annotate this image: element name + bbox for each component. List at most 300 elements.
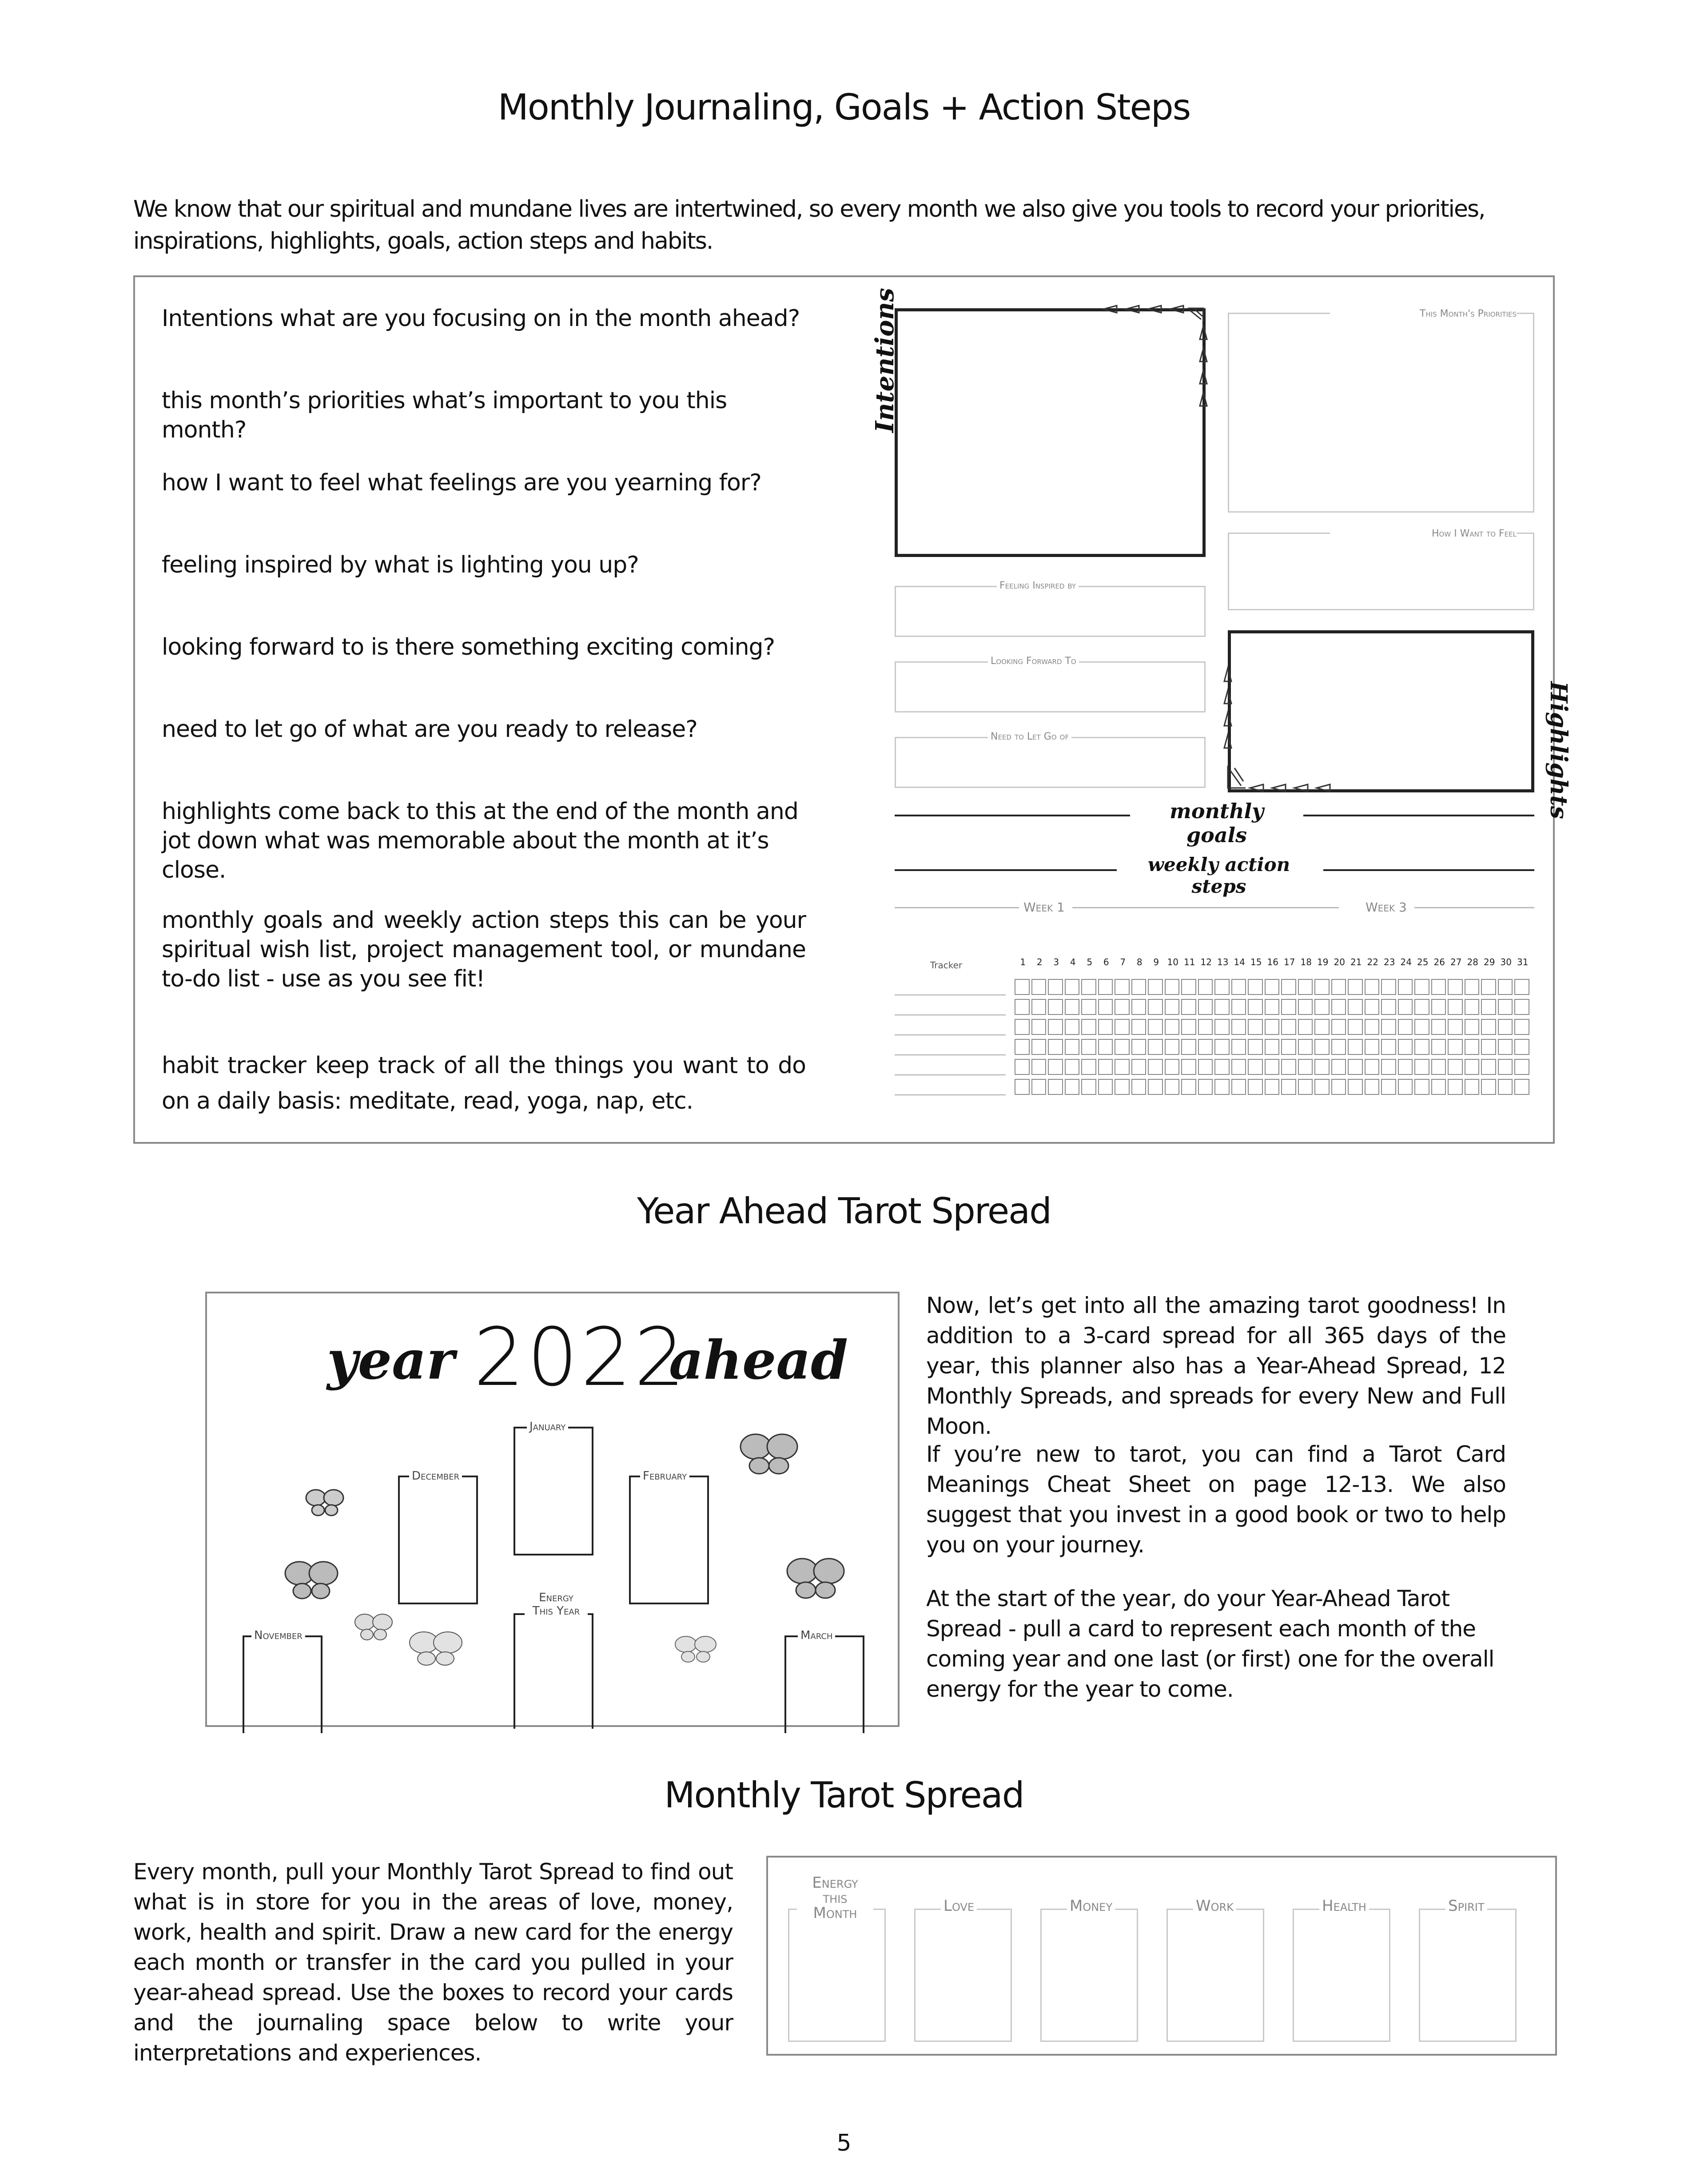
spread-card-label: Money: [1067, 1898, 1115, 1913]
butterfly-icon: [354, 1609, 394, 1644]
tracker-checkbox[interactable]: [1115, 1059, 1130, 1075]
tracker-checkbox[interactable]: [1281, 1039, 1296, 1055]
tracker-checkbox[interactable]: [1048, 979, 1063, 995]
tracker-day-number: 30: [1500, 957, 1512, 967]
monthly-spread-preview: [766, 1856, 1557, 2056]
tracker-checkbox[interactable]: [1015, 999, 1030, 1015]
tracker-checkbox[interactable]: [1214, 999, 1230, 1015]
tracker-checkbox[interactable]: [1414, 1019, 1429, 1035]
tracker-day-number: 18: [1300, 957, 1312, 967]
tracker-checkbox[interactable]: [1498, 979, 1513, 995]
tracker-checkbox[interactable]: [1398, 1039, 1413, 1055]
card-energy: [514, 1613, 593, 1729]
tracker-label: Tracker: [930, 960, 963, 971]
tracker-checkbox[interactable]: [1265, 1059, 1280, 1075]
intentions-label: Intentions: [870, 288, 900, 433]
year-ahead-paragraph-3: At the start of the year, do your Year-Ahead Tarot Spread - pull a card to represent each month of the coming year and one last (or first) one for the overall energy for the year to come.: [926, 1586, 1494, 1702]
tracker-checkbox[interactable]: [1331, 1059, 1346, 1075]
tracker-checkbox[interactable]: [1231, 999, 1246, 1015]
year-ahead-paragraph-1: Now, let’s get into all the amazing tarot goodness! In addition to a 3-card spread for all 365 days of the year, this planner also has a Year-Ahead Spread, 12 Monthly Spreads, and spreads for every New and Full Moon.: [926, 1293, 1506, 1439]
tracker-checkbox[interactable]: [1481, 1039, 1496, 1055]
tracker-checkbox[interactable]: [1265, 1039, 1280, 1055]
feature-priorities: this month’s priorities what’s important to you this month?: [162, 387, 727, 443]
tracker-checkbox[interactable]: [1015, 1039, 1030, 1055]
butterfly-icon: [738, 1427, 800, 1480]
tracker-checkbox[interactable]: [1198, 1019, 1213, 1035]
tracker-checkbox[interactable]: [1181, 999, 1196, 1015]
tracker-checkbox[interactable]: [1365, 1079, 1380, 1095]
tracker-checkbox[interactable]: [1031, 1039, 1047, 1055]
tracker-checkbox[interactable]: [1048, 1079, 1063, 1095]
tracker-checkbox[interactable]: [1181, 1059, 1196, 1075]
tracker-checkbox[interactable]: [1131, 979, 1147, 995]
tracker-checkbox[interactable]: [1065, 1019, 1080, 1035]
tracker-checkbox[interactable]: [1115, 1079, 1130, 1095]
tracker-checkbox[interactable]: [1398, 1019, 1413, 1035]
tracker-checkbox[interactable]: [1365, 999, 1380, 1015]
tracker-checkbox[interactable]: [1465, 1059, 1480, 1075]
tracker-checkbox[interactable]: [1298, 1019, 1313, 1035]
spread-card-label: Spirit: [1445, 1898, 1487, 1913]
tracker-checkbox[interactable]: [1115, 979, 1130, 995]
tracker-checkbox[interactable]: [1148, 1019, 1163, 1035]
label-december: December: [409, 1469, 462, 1483]
tracker-checkbox[interactable]: [1081, 979, 1096, 995]
let-go-box: [895, 737, 1206, 788]
tracker-day-number: 8: [1136, 957, 1143, 967]
tracker-checkbox[interactable]: [1414, 999, 1429, 1015]
tracker-checkbox[interactable]: [1381, 979, 1396, 995]
tracker-day-number: 11: [1184, 957, 1195, 967]
tracker-row-line: [895, 1054, 1006, 1055]
tracker-checkbox[interactable]: [1214, 1079, 1230, 1095]
spread-card-label: Love: [941, 1898, 977, 1913]
tracker-checkbox[interactable]: [1165, 1079, 1180, 1095]
tracker-checkbox[interactable]: [1231, 1019, 1246, 1035]
tracker-checkbox[interactable]: [1181, 1019, 1196, 1035]
tracker-day-number: 25: [1417, 957, 1429, 967]
priorities-label: This Month's Priorities: [1330, 308, 1517, 319]
tracker-day-number: 29: [1484, 957, 1495, 967]
intentions-ornament-icon: [1095, 299, 1219, 433]
tracker-checkbox[interactable]: [1198, 1079, 1213, 1095]
tracker-checkbox[interactable]: [1265, 979, 1280, 995]
how-feel-box: [1228, 533, 1534, 610]
tracker-checkbox[interactable]: [1165, 979, 1180, 995]
tracker-checkbox[interactable]: [1514, 999, 1529, 1015]
week-rule: [1414, 907, 1534, 908]
year-word: year: [327, 1329, 455, 1392]
tracker-checkbox[interactable]: [1198, 999, 1213, 1015]
tracker-checkbox[interactable]: [1365, 1059, 1380, 1075]
butterfly-icon: [407, 1627, 465, 1671]
tracker-checkbox[interactable]: [1265, 1019, 1280, 1035]
tracker-checkbox[interactable]: [1148, 979, 1163, 995]
ahead-word: ahead: [669, 1329, 848, 1392]
tracker-checkbox[interactable]: [1165, 999, 1180, 1015]
tracker-day-number: 27: [1450, 957, 1462, 967]
tracker-checkbox[interactable]: [1015, 979, 1030, 995]
tracker-checkbox[interactable]: [1431, 1019, 1446, 1035]
tracker-checkbox[interactable]: [1481, 1059, 1496, 1075]
tracker-checkbox[interactable]: [1131, 1079, 1147, 1095]
tracker-row-line: [895, 1014, 1006, 1015]
tracker-day-number: 9: [1153, 957, 1159, 967]
looking-forward-label: Looking Forward To: [988, 656, 1079, 667]
tracker-checkbox[interactable]: [1165, 1039, 1180, 1055]
spread-cards: [788, 1875, 1543, 2044]
tracker-checkbox[interactable]: [1065, 979, 1080, 995]
tracker-checkbox[interactable]: [1148, 999, 1163, 1015]
tracker-checkbox[interactable]: [1314, 999, 1330, 1015]
tracker-checkbox[interactable]: [1214, 979, 1230, 995]
highlights-label: Highlights: [1545, 681, 1572, 819]
spread-card-box: [1419, 1909, 1517, 2042]
tracker-checkbox[interactable]: [1314, 1039, 1330, 1055]
let-go-label: Need to Let Go of: [988, 731, 1071, 742]
tracker-checkbox[interactable]: [1348, 1079, 1363, 1095]
tracker-checkbox[interactable]: [1448, 1059, 1463, 1075]
tracker-day-number: 6: [1103, 957, 1109, 967]
monthly-spread-paragraph: Every month, pull your Monthly Tarot Spread to find out what is in store for you in the areas of love, money, work, health and spirit. Draw a new card for the energy each month or transfer in the card you pulled in your year-ahead spread. Use the boxes to record your cards and the journaling space below to write your interpretations and experiences.: [133, 1859, 733, 2066]
tracker-checkbox[interactable]: [1115, 1019, 1130, 1035]
week1-label: Week 1: [1023, 900, 1065, 915]
tracker-checkbox[interactable]: [1031, 1079, 1047, 1095]
tracker-checkbox[interactable]: [1398, 1059, 1413, 1075]
tracker-checkbox[interactable]: [1031, 1059, 1047, 1075]
tracker-day-number: 21: [1350, 957, 1362, 967]
tracker-checkbox[interactable]: [1065, 1079, 1080, 1095]
tracker-checkbox[interactable]: [1148, 1059, 1163, 1075]
tracker-day-number: 31: [1517, 957, 1529, 967]
card-february: [629, 1476, 709, 1604]
feature-how-feel: how I want to feel what feelings are you yearning for?: [162, 469, 761, 496]
tracker-checkbox[interactable]: [1348, 1059, 1363, 1075]
week-rule: [895, 907, 1019, 908]
tracker-checkbox[interactable]: [1381, 999, 1396, 1015]
tracker-checkbox[interactable]: [1248, 979, 1263, 995]
tracker-checkbox[interactable]: [1098, 1079, 1113, 1095]
tracker-checkbox[interactable]: [1248, 1079, 1263, 1095]
tracker-checkbox[interactable]: [1081, 999, 1096, 1015]
tracker-checkbox[interactable]: [1514, 979, 1529, 995]
tracker-day-number: 28: [1467, 957, 1478, 967]
tracker-checkbox[interactable]: [1314, 1019, 1330, 1035]
tracker-checkbox[interactable]: [1514, 1059, 1529, 1075]
tracker-checkbox[interactable]: [1198, 979, 1213, 995]
tracker-checkbox[interactable]: [1281, 1019, 1296, 1035]
tracker-checkbox[interactable]: [1165, 1059, 1180, 1075]
tracker-checkbox[interactable]: [1281, 979, 1296, 995]
tracker-checkbox[interactable]: [1248, 999, 1263, 1015]
tracker-day-number: 7: [1120, 957, 1126, 967]
feature-intentions: Intentions what are you focusing on in the month ahead?: [162, 305, 800, 332]
tracker-day-number: 17: [1284, 957, 1295, 967]
tracker-checkbox[interactable]: [1398, 999, 1413, 1015]
tracker-checkbox[interactable]: [1498, 1059, 1513, 1075]
tracker-checkbox[interactable]: [1131, 999, 1147, 1015]
tracker-checkbox[interactable]: [1398, 979, 1413, 995]
tracker-checkbox[interactable]: [1465, 1039, 1480, 1055]
tracker-checkbox[interactable]: [1098, 1039, 1113, 1055]
tracker-checkbox[interactable]: [1281, 1079, 1296, 1095]
tracker-checkbox[interactable]: [1448, 999, 1463, 1015]
tracker-checkbox[interactable]: [1314, 1059, 1330, 1075]
weekly-steps-label: weekly action steps: [1147, 854, 1290, 897]
tracker-checkbox[interactable]: [1348, 999, 1363, 1015]
feeling-inspired-box: [895, 586, 1206, 637]
year-ahead-paragraph-2: If you’re new to tarot, you can find a Tarot Card Meanings Cheat Sheet on page 12-13. We also suggest that you invest in a good book or two to help you on your journey.: [926, 1441, 1506, 1558]
tracker-checkbox[interactable]: [1148, 1079, 1163, 1095]
tracker-checkbox[interactable]: [1214, 1059, 1230, 1075]
label-energy: Energy This Year: [525, 1591, 588, 1618]
journaling-panel: [133, 275, 1572, 1144]
tracker-checkbox[interactable]: [1048, 1059, 1063, 1075]
tracker-checkbox[interactable]: [1498, 1079, 1513, 1095]
card-march: [784, 1635, 864, 1733]
tracker-checkbox[interactable]: [1065, 1059, 1080, 1075]
tracker-checkbox[interactable]: [1498, 1019, 1513, 1035]
week3-label: Week 3: [1366, 900, 1407, 915]
tracker-checkbox[interactable]: [1465, 1079, 1480, 1095]
tracker-day-number: 23: [1384, 957, 1395, 967]
tracker-checkbox[interactable]: [1331, 1019, 1346, 1035]
butterfly-icon: [283, 1555, 340, 1604]
feature-goals: monthly goals and weekly action steps this can be your spiritual wish list, project management tool, or mundane to-do list - use as you see fit!: [162, 907, 806, 992]
tracker-day-number: 26: [1433, 957, 1445, 967]
tracker-checkbox[interactable]: [1081, 1039, 1096, 1055]
tracker-days: [1015, 957, 1534, 970]
tracker-checkbox[interactable]: [1198, 1039, 1213, 1055]
tracker-day-number: 4: [1070, 957, 1076, 967]
tracker-checkbox[interactable]: [1465, 1019, 1480, 1035]
tracker-checkbox[interactable]: [1481, 979, 1496, 995]
tracker-day-number: 20: [1334, 957, 1345, 967]
tracker-checkbox[interactable]: [1248, 1059, 1263, 1075]
tracker-checkbox[interactable]: [1465, 999, 1480, 1015]
tracker-checkbox[interactable]: [1298, 1039, 1313, 1055]
tracker-checkbox[interactable]: [1365, 979, 1380, 995]
spread-card-box: [1040, 1909, 1138, 2042]
tracker-checkbox[interactable]: [1348, 979, 1363, 995]
tracker-checkbox[interactable]: [1281, 1059, 1296, 1075]
label-january: January: [527, 1420, 568, 1433]
card-november: [243, 1635, 322, 1733]
journaling-preview: [870, 288, 1572, 1130]
tracker-checkbox[interactable]: [1248, 1019, 1263, 1035]
tracker-day-number: 13: [1217, 957, 1229, 967]
tracker-checkbox[interactable]: [1448, 1079, 1463, 1095]
spread-card-label: Energy this Month: [797, 1875, 873, 1921]
tracker-checkbox[interactable]: [1265, 1079, 1280, 1095]
card-december: [398, 1476, 478, 1604]
week-rule: [1072, 907, 1339, 908]
tracker-checkbox[interactable]: [1481, 999, 1496, 1015]
tracker-checkbox[interactable]: [1431, 999, 1446, 1015]
spread-card-box: [1166, 1909, 1264, 2042]
tracker-checkbox[interactable]: [1448, 1019, 1463, 1035]
tracker-checkbox[interactable]: [1381, 1079, 1396, 1095]
tracker-checkbox[interactable]: [1331, 979, 1346, 995]
tracker-checkbox[interactable]: [1231, 1079, 1246, 1095]
tracker-checkbox[interactable]: [1365, 1039, 1380, 1055]
tracker-checkbox[interactable]: [1081, 1059, 1096, 1075]
tracker-checkbox[interactable]: [1231, 979, 1246, 995]
butterfly-icon: [784, 1551, 847, 1604]
tracker-checkbox[interactable]: [1198, 1059, 1213, 1075]
tracker-checkbox[interactable]: [1481, 1079, 1496, 1095]
year-number: 2022: [474, 1311, 688, 1404]
intro-paragraph: We know that our spiritual and mundane lives are intertwined, so every month we also give you tools to record your priorities, inspirations, highlights, goals, action steps and habits.: [133, 196, 1485, 255]
tracker-checkbox[interactable]: [1081, 1019, 1096, 1035]
tracker-day-number: 15: [1250, 957, 1262, 967]
tracker-day-number: 16: [1267, 957, 1278, 967]
tracker-checkbox[interactable]: [1214, 1039, 1230, 1055]
tracker-checkbox[interactable]: [1431, 979, 1446, 995]
tracker-row-line: [895, 1074, 1006, 1075]
section-title-journaling: Monthly Journaling, Goals + Action Steps: [498, 87, 1190, 128]
tracker-checkbox[interactable]: [1431, 1039, 1446, 1055]
tracker-checkbox[interactable]: [1298, 1079, 1313, 1095]
tracker-checkbox[interactable]: [1181, 1079, 1196, 1095]
tracker-checkbox[interactable]: [1381, 1059, 1396, 1075]
tracker-checkbox[interactable]: [1414, 1079, 1429, 1095]
tracker-checkbox[interactable]: [1414, 979, 1429, 995]
feeling-inspired-label: Feeling Inspired by: [997, 580, 1079, 591]
label-february: February: [640, 1469, 689, 1483]
feature-feeling-inspired: feeling inspired by what is lighting you up?: [162, 552, 639, 578]
tracker-checkbox[interactable]: [1048, 1019, 1063, 1035]
tracker-checkbox[interactable]: [1098, 979, 1113, 995]
tracker-day-number: 14: [1234, 957, 1245, 967]
tracker-checkbox[interactable]: [1131, 1059, 1147, 1075]
tracker-checkbox[interactable]: [1314, 1079, 1330, 1095]
tracker-checkbox[interactable]: [1514, 1079, 1529, 1095]
priorities-box: [1228, 313, 1534, 513]
tracker-day-number: 5: [1087, 957, 1093, 967]
tracker-checkbox[interactable]: [1414, 1059, 1429, 1075]
tracker-checkbox[interactable]: [1431, 1059, 1446, 1075]
tracker-checkbox[interactable]: [1331, 1079, 1346, 1095]
tracker-checkbox[interactable]: [1065, 1039, 1080, 1055]
tracker-checkbox[interactable]: [1298, 979, 1313, 995]
tracker-checkbox[interactable]: [1265, 999, 1280, 1015]
tracker-checkbox[interactable]: [1498, 1039, 1513, 1055]
label-november: November: [251, 1629, 305, 1642]
steps-line-left: [895, 869, 1117, 871]
habit-tracker-grid: [895, 977, 1534, 1101]
tracker-checkbox[interactable]: [1298, 999, 1313, 1015]
tracker-checkbox[interactable]: [1065, 999, 1080, 1015]
tracker-day-number: 3: [1053, 957, 1059, 967]
tracker-checkbox[interactable]: [1331, 999, 1346, 1015]
tracker-checkbox[interactable]: [1131, 1039, 1147, 1055]
tracker-checkbox[interactable]: [1098, 1019, 1113, 1035]
page-number: 5: [836, 2130, 852, 2156]
tracker-day-number: 1: [1020, 957, 1026, 967]
tracker-checkbox[interactable]: [1181, 979, 1196, 995]
monthly-goals-label: monthly goals: [1170, 799, 1264, 847]
tracker-checkbox[interactable]: [1048, 1039, 1063, 1055]
tracker-checkbox[interactable]: [1381, 1019, 1396, 1035]
card-january: [514, 1427, 593, 1555]
tracker-checkbox[interactable]: [1098, 1059, 1113, 1075]
tracker-checkbox[interactable]: [1031, 979, 1047, 995]
tracker-checkbox[interactable]: [1031, 999, 1047, 1015]
tracker-row-line: [895, 1034, 1006, 1035]
tracker-checkbox[interactable]: [1214, 1019, 1230, 1035]
tracker-checkbox[interactable]: [1414, 1039, 1429, 1055]
tracker-checkbox[interactable]: [1248, 1039, 1263, 1055]
tracker-checkbox[interactable]: [1015, 1019, 1030, 1035]
tracker-checkbox[interactable]: [1314, 979, 1330, 995]
tracker-checkbox[interactable]: [1048, 999, 1063, 1015]
looking-forward-box: [895, 661, 1206, 712]
tracker-checkbox[interactable]: [1498, 999, 1513, 1015]
tracker-checkbox[interactable]: [1514, 1039, 1529, 1055]
tracker-checkbox[interactable]: [1281, 999, 1296, 1015]
tracker-checkbox[interactable]: [1148, 1039, 1163, 1055]
tracker-checkbox[interactable]: [1348, 1039, 1363, 1055]
tracker-checkbox[interactable]: [1115, 1039, 1130, 1055]
tracker-checkbox[interactable]: [1015, 1059, 1030, 1075]
label-march: March: [798, 1629, 835, 1642]
feature-highlights: highlights come back to this at the end of the month and jot down what was memorable about the month at it’s close.: [162, 798, 798, 883]
tracker-checkbox[interactable]: [1131, 1019, 1147, 1035]
tracker-checkbox[interactable]: [1448, 979, 1463, 995]
tracker-checkbox[interactable]: [1331, 1039, 1346, 1055]
tracker-checkbox[interactable]: [1481, 1019, 1496, 1035]
section-title-year-ahead: Year Ahead Tarot Spread: [637, 1190, 1051, 1232]
tracker-checkbox[interactable]: [1398, 1079, 1413, 1095]
tracker-checkbox[interactable]: [1231, 1059, 1246, 1075]
tracker-checkbox[interactable]: [1081, 1079, 1096, 1095]
tracker-checkbox[interactable]: [1031, 1019, 1047, 1035]
tracker-checkbox[interactable]: [1365, 1019, 1380, 1035]
tracker-checkbox[interactable]: [1348, 1019, 1363, 1035]
tracker-day-number: 24: [1400, 957, 1412, 967]
section-title-monthly-spread: Monthly Tarot Spread: [664, 1774, 1024, 1816]
tracker-checkbox[interactable]: [1115, 999, 1130, 1015]
tracker-checkbox[interactable]: [1381, 1039, 1396, 1055]
spread-card-label: Health: [1319, 1898, 1369, 1913]
spread-card-box: [914, 1909, 1012, 2042]
tracker-checkbox[interactable]: [1098, 999, 1113, 1015]
tracker-checkbox[interactable]: [1514, 1019, 1529, 1035]
feature-let-go: need to let go of what are you ready to release?: [162, 716, 697, 743]
goals-line-left: [895, 815, 1130, 816]
tracker-checkbox[interactable]: [1181, 1039, 1196, 1055]
tracker-checkbox[interactable]: [1231, 1039, 1246, 1055]
tracker-checkbox[interactable]: [1015, 1079, 1030, 1095]
tracker-checkbox[interactable]: [1298, 1059, 1313, 1075]
tracker-checkbox[interactable]: [1431, 1079, 1446, 1095]
tracker-day-number: 22: [1367, 957, 1378, 967]
year-ahead-preview: [205, 1292, 900, 1727]
how-feel-label: How I Want to Feel: [1330, 528, 1517, 539]
butterfly-icon: [305, 1484, 345, 1520]
tracker-day-number: 2: [1036, 957, 1043, 967]
steps-line-right: [1323, 869, 1534, 871]
spread-card-label: Work: [1193, 1898, 1236, 1913]
tracker-checkbox[interactable]: [1448, 1039, 1463, 1055]
tracker-day-number: 12: [1200, 957, 1212, 967]
feature-looking-forward: looking forward to is there something exciting coming?: [162, 634, 775, 660]
tracker-checkbox[interactable]: [1465, 979, 1480, 995]
highlights-ornament-icon: [1214, 655, 1348, 801]
tracker-row-line: [895, 1094, 1006, 1095]
tracker-checkbox[interactable]: [1165, 1019, 1180, 1035]
